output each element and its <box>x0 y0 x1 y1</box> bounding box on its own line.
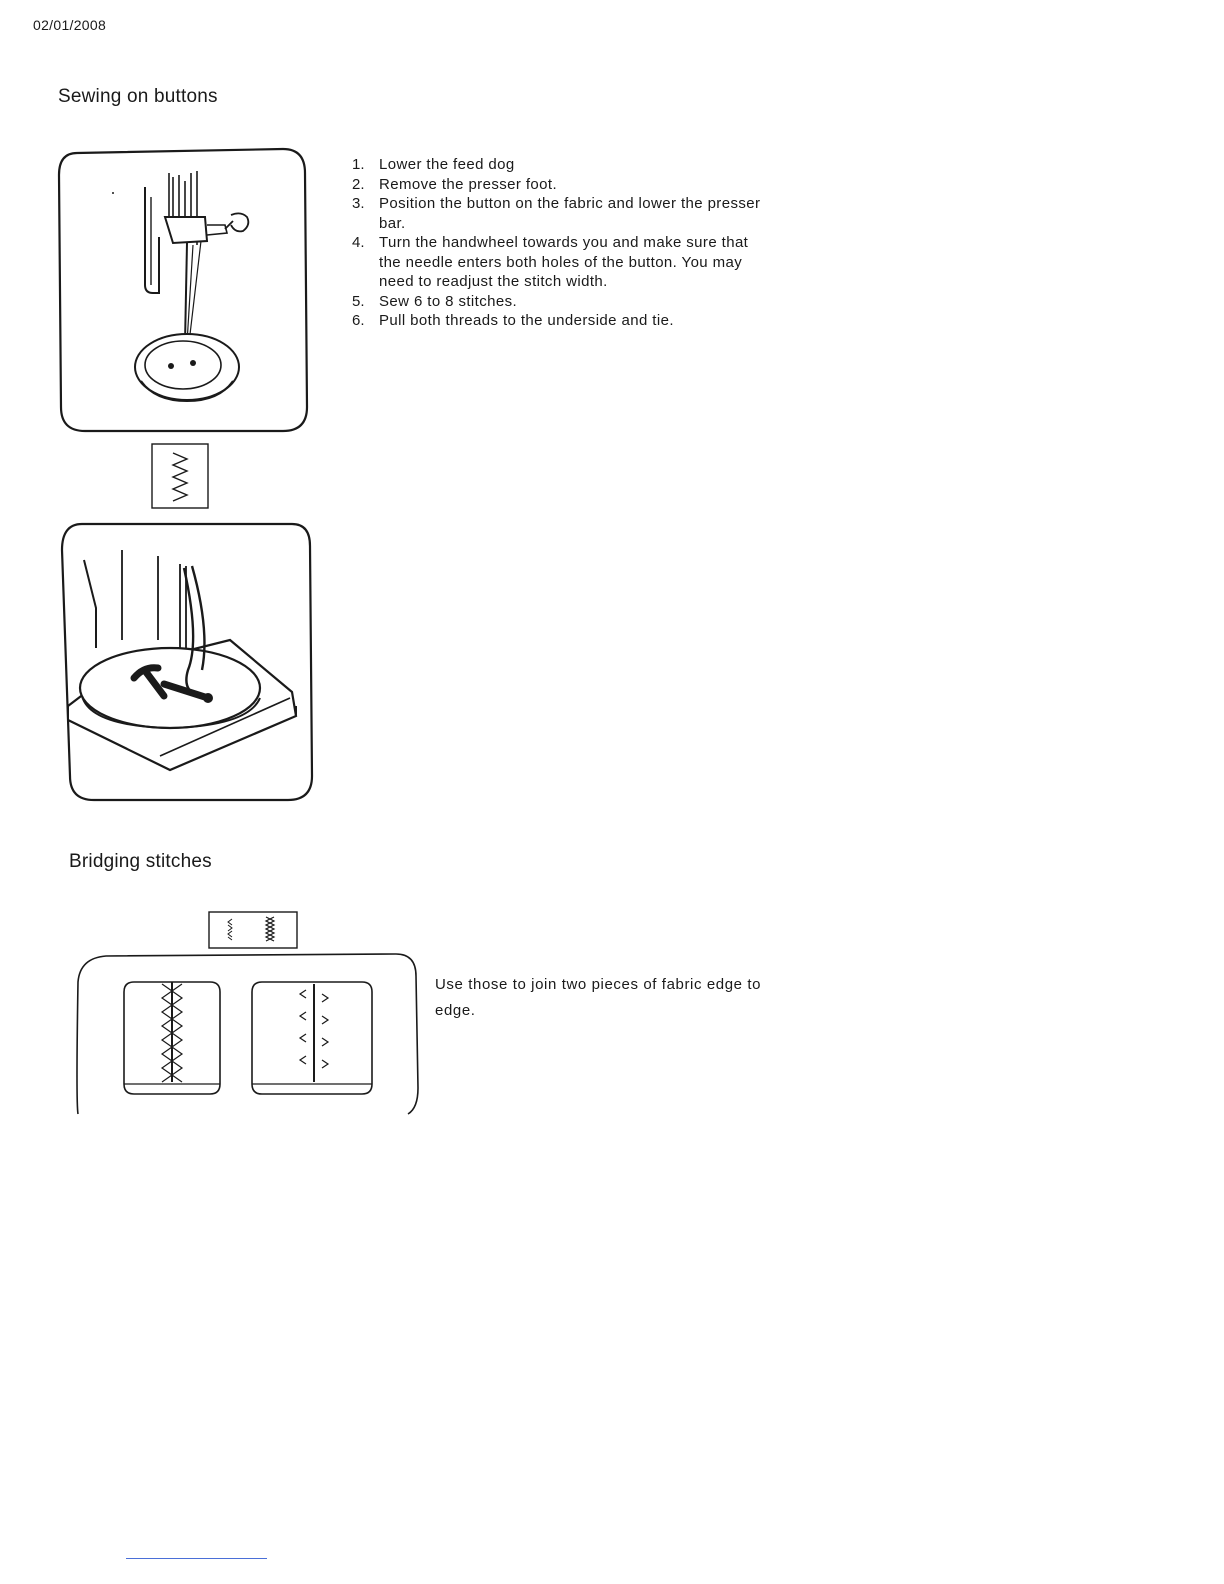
section-heading-bridging-stitches: Bridging stitches <box>69 851 212 872</box>
page-date: 02/01/2008 <box>33 17 107 33</box>
section-heading-sewing-on-buttons: Sewing on buttons <box>58 86 218 107</box>
bridging-stitch-selector-icon <box>208 911 298 949</box>
step-item: 1. Lower the feed dog <box>352 156 515 173</box>
step-item: 3. Position the button on the fabric and lower the presser bar. <box>352 195 761 232</box>
bridging-stitches-description: Use those to join two pieces of fabric edge to edge. <box>435 976 762 1019</box>
sewing-steps-list <box>352 155 762 331</box>
button-needle-illustration <box>55 145 311 435</box>
step-item: 5. Sew 6 to 8 stitches. <box>352 292 518 310</box>
zigzag-stitch-icon <box>151 443 209 509</box>
button-plate-illustration <box>60 520 316 804</box>
step-item: 2. Remove the presser foot. <box>352 175 558 193</box>
bridging-stitches-illustration <box>76 952 420 1116</box>
step-item: 4. Turn the handwheel towards you and make sure that the needle enters both holes of the button. You may need to readjust the stitch width. <box>352 234 749 290</box>
footer-divider-line <box>126 1558 267 1559</box>
step-item: 6. Pull both threads to the underside and tie. <box>352 312 674 329</box>
